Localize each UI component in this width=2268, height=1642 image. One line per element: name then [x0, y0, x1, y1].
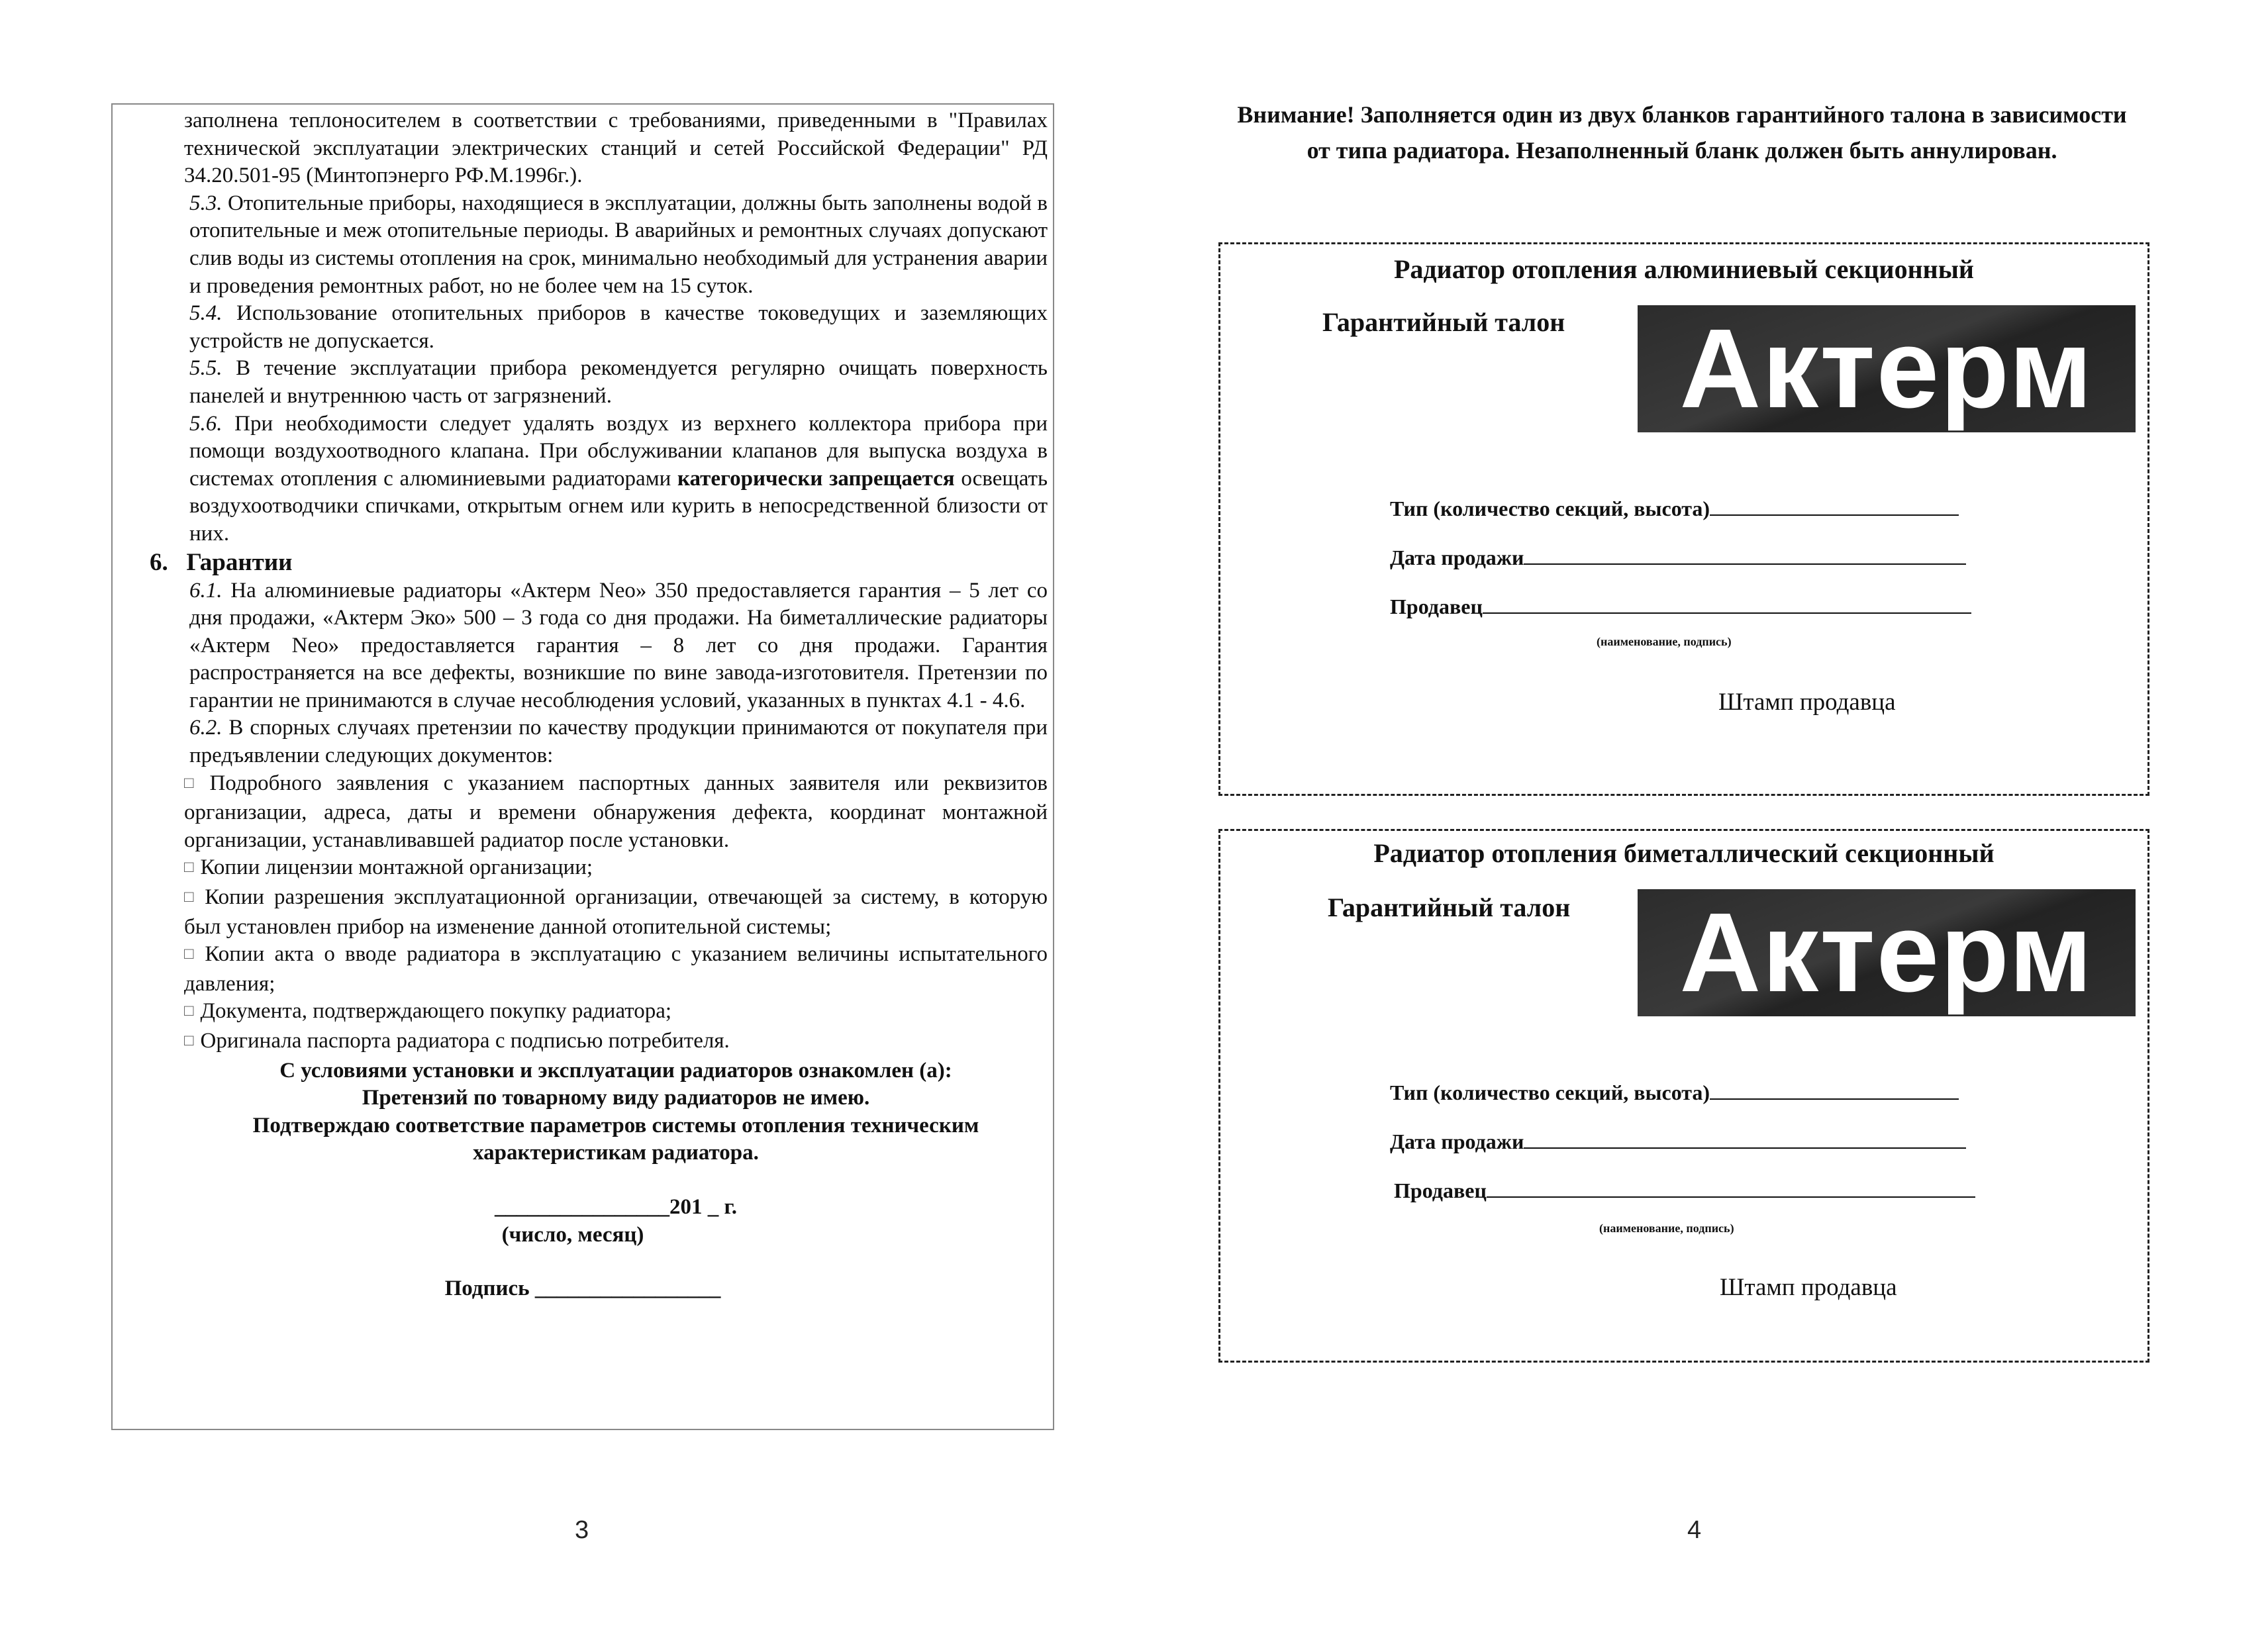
notice-text: Внимание! Заполняется один из двух бланков гарантийного талона в зависимости от типа радиатора. Незаполненный бланк должен быть аннулирован. [1237, 101, 2127, 164]
confirmation-line-2: Претензий по товарному виду радиаторов не имею. [362, 1086, 870, 1110]
type-input-line[interactable] [1710, 1080, 1959, 1100]
document-bullet: □ Копии лицензии монтажной организации; [184, 854, 1048, 884]
seller-stamp-label: Штамп продавца [1718, 689, 1896, 716]
paragraph-6-1 [184, 577, 1048, 715]
left-page-frame [111, 103, 1054, 1430]
paragraph-5-4 [184, 300, 1048, 355]
seller-hint: (наименование, подпись) [1599, 1222, 1734, 1235]
card-title: Радиатор отопления алюминиевый секционный [1394, 254, 1974, 284]
card-title: Радиатор отопления биметаллический секционный [1373, 838, 1995, 868]
sale-date-label: Дата продажи [1390, 546, 1524, 569]
paragraph-text: При необходимости следует удалять воздух из верхнего коллектора прибора при помощи воздухоотводного клапана. При обслуживании клапанов для выпуска воздуха в системах отопления с алюминиевыми радиаторами [189, 411, 1048, 491]
document-bullet: □ Оригинала паспорта радиатора с подписью потребителя. [184, 1028, 1048, 1057]
sale-date-input-line[interactable] [1524, 545, 1966, 565]
signature-line: Подпись _________________ [444, 1277, 721, 1301]
document-bullet: □ Документа, подтверждающего покупку радиатора; [184, 998, 1048, 1028]
document-bullet: □ Копии разрешения эксплуатационной организации, отвечающей за систему, в которую был установлен прибор на изменение данной отопительной системы; [184, 884, 1048, 941]
paragraph-number: 6.1. [189, 578, 222, 603]
paragraph-6-2 [184, 714, 1048, 769]
paragraph-number: 5.3. [189, 191, 222, 215]
seller-input-line[interactable] [1487, 1178, 1975, 1198]
card-talon-label: Гарантийный талон [1322, 307, 1565, 337]
confirmation-line-3: Подтверждаю соответствие параметров системы отопления техническим характеристикам радиатора. [252, 1113, 979, 1165]
warranty-card-aluminium [1218, 242, 2149, 796]
paragraph-text-tail: освещать воздухоотводчики спичками, открытым огнем или курить в непосредственной близости от них. [189, 466, 1048, 546]
paragraph-text: Отопительные приборы, находящиеся в эксплуатации, должны быть заполнены водой в отопительные и меж отопительные периоды. В аварийных и ремонтных случаях допускают слив воды из системы отопления на срок, минимально необходимый для устранения аварии и проведения ремонтных работ, но не более чем на 15 суток. [189, 191, 1048, 298]
paragraph-number: 5.6. [189, 411, 222, 436]
paragraph-text: В течение эксплуатации прибора рекомендуется регулярно очищать поверхность панелей и внутреннюю часть от загрязнений. [189, 356, 1048, 408]
date-line: ________________201 _ г. [494, 1194, 737, 1219]
aktherm-logo: Актерм [1638, 889, 2136, 1016]
seller-stamp-label: Штамп продавца [1720, 1274, 1897, 1301]
paragraph-5-6 [184, 410, 1048, 548]
seller-label: Продавец [1394, 1179, 1487, 1202]
paragraph-number: 6.2. [189, 716, 222, 740]
sale-date-field[interactable] [1390, 545, 1966, 570]
paragraph-text: Использование отопительных приборов в качестве токоведущих и заземляющих устройств не допускается. [189, 301, 1048, 353]
paragraph-number: 5.5. [189, 356, 222, 381]
left-page-text-column [150, 107, 1048, 1303]
sale-date-label: Дата продажи [1390, 1130, 1524, 1153]
paragraph-text: заполнена теплоносителем в соответствии с требованиями, приведенными в "Правилах технической эксплуатации электрических станций и сетей Российской Федерации" РД 34.20.501-95 (Минтопэнерго РФ.М.1996г.). [184, 109, 1048, 188]
paragraph-text: На алюминиевые радиаторы «Актерм Neo» 350 предоставляется гарантия – 5 лет со дня продажи, «Актерм Эко» 500 – 3 года со дня продажи. На биметаллические радиаторы «Актерм Neo» предоставляется гарантия – 8 лет со дня продажи. Гарантия распространяется на все дефекты, возникшие по вине завода-изготовителя. Претензии по гарантии не принимаются в случае несоблюдения условий, указанных в пунктах 4.1 - 4.6. [189, 578, 1048, 712]
seller-field[interactable] [1390, 594, 1971, 619]
section-6-heading: 6. Гарантии [150, 548, 293, 576]
aktherm-logo: Актерм [1638, 305, 2136, 432]
paragraph-bold-warning: категорически запрещается [677, 466, 955, 491]
confirmation-line-1: С условиями установки и эксплуатации радиаторов ознакомлен (а): [279, 1058, 952, 1083]
paragraph-text: В спорных случаях претензии по качеству продукции принимаются от покупателя при предъявлении следующих документов: [189, 716, 1048, 768]
page-number-right: 4 [1687, 1516, 1702, 1544]
warranty-card-bimetallic [1218, 829, 2149, 1363]
type-label: Тип (количество секций, высота) [1390, 1081, 1710, 1104]
paragraph-5-2-continued [184, 107, 1048, 190]
type-label: Тип (количество секций, высота) [1390, 497, 1710, 520]
document-bullet: □ Копии акта о вводе радиатора в эксплуатацию с указанием величины испытательного давления; [184, 941, 1048, 998]
page-number-left: 3 [575, 1516, 589, 1544]
type-input-line[interactable] [1710, 496, 1959, 516]
seller-hint: (наименование, подпись) [1597, 635, 1732, 648]
paragraph-5-3 [184, 190, 1048, 300]
sale-date-input-line[interactable] [1524, 1129, 1966, 1149]
seller-input-line[interactable] [1483, 594, 1971, 614]
seller-label: Продавец [1390, 595, 1483, 618]
type-field[interactable] [1390, 496, 1959, 521]
document-bullet: □ Подробного заявления с указанием паспортных данных заявителя или реквизитов организации, адреса, даты и времени обнаружения дефекта, координат монтажной организации, устанавливавшей радиатор после установки. [184, 770, 1048, 855]
date-hint: (число, месяц) [501, 1222, 644, 1247]
sale-date-field[interactable] [1390, 1129, 1966, 1154]
seller-field[interactable] [1394, 1178, 1975, 1203]
paragraph-5-5 [184, 355, 1048, 410]
type-field[interactable] [1390, 1080, 1959, 1105]
card-talon-label: Гарантийный талон [1328, 893, 1571, 922]
paragraph-number: 5.4. [189, 301, 222, 326]
